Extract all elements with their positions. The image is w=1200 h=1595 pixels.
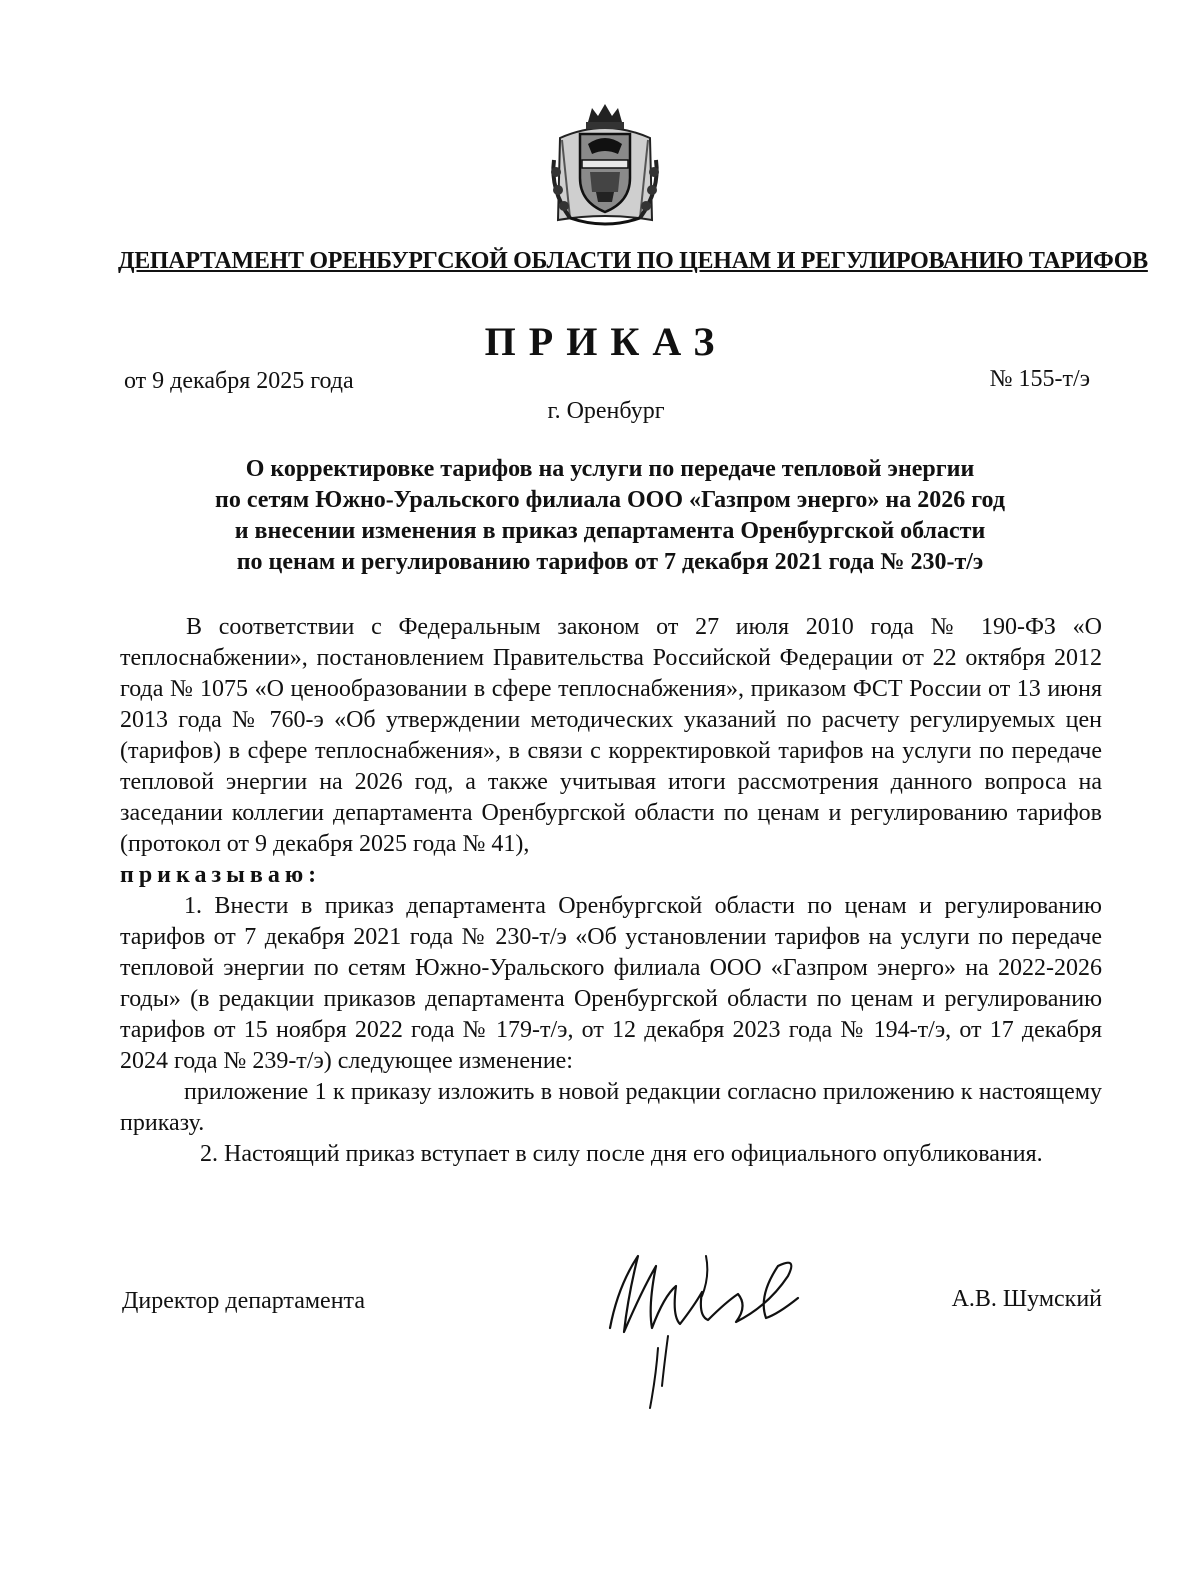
preamble-paragraph: В соответствии с Федеральным законом от 27 июля 2010 года № 190-ФЗ «О теплоснабжении», постановлением Правительства Российской Федерации от 22 октября 2012 года № 1075 «О ценообразовании в сфере теплоснабжения», приказом ФСТ России от 13 июня 2013 года № 760-э «Об утверждении методических указаний по расчету регулируемых цен (тарифов) в сфере теплоснабжения», в связи с корректировкой тарифов на услуги по передаче тепловой энергии на 2026 год, а также учитывая итоги рассмотрения данного вопроса на заседании коллегии департамента Оренбургской области по ценам и регулированию тарифов (протокол от 9 декабря 2025 года № 41), [120,614,1102,857]
department-header: ДЕПАРТАМЕНТ ОРЕНБУРГСКОЙ ОБЛАСТИ ПО ЦЕНАМ И РЕГУЛИРОВАНИЮ ТАРИФОВ [118,248,1148,274]
item-1-detail-paragraph: приложение 1 к приказу изложить в новой редакции согласно приложению к настоящему приказу. [120,1079,1102,1136]
document-body [120,612,1102,1170]
title-line: по ценам и регулированию тарифов от 7 декабря 2021 года № 230-т/э [236,549,984,575]
coat-of-arms-icon [540,100,670,230]
item-2-paragraph: 2. Настоящий приказ вступает в силу после дня его официального опубликования. [200,1141,1043,1167]
document-number: № 155-т/э [989,366,1090,392]
document-type: ПРИКАЗ [484,319,728,364]
decree-line [120,860,1102,891]
signatory-name: А.В. Шумский [951,1286,1102,1312]
title-line: по сетям Южно-Уральского филиала ООО «Газпром энерго» на 2026 год [215,487,1005,513]
item-1-paragraph: 1. Внести в приказ департамента Оренбургской области по ценам и регулированию тарифов от 7 декабря 2021 года № 230-т/э «Об установлении тарифов на услуги по передаче тепловой энергии по сетям Южно-Уральского филиала ООО «Газпром энерго» на 2022-2026 годы» (в редакции приказов департамента Оренбургской области по ценам и регулированию тарифов от 15 ноября 2022 года № 179-т/э, от 12 декабря 2023 года № 194-т/э, от 17 декабря 2024 года № 239-т/э) следующее изменение: [120,893,1102,1074]
document-title [120,454,1100,578]
title-line: О корректировке тарифов на услуги по передаче тепловой энергии [245,456,975,482]
decree-word: приказываю [120,862,309,888]
document-city: г. Оренбург [547,398,665,424]
document-date: от 9 декабря 2025 года [124,368,354,394]
signatory-position: Директор департамента [122,1288,365,1314]
title-line: и внесении изменения в приказ департамента Оренбургской области [234,518,986,544]
decree-colon: : [308,862,317,888]
handwritten-signature [598,1236,828,1416]
